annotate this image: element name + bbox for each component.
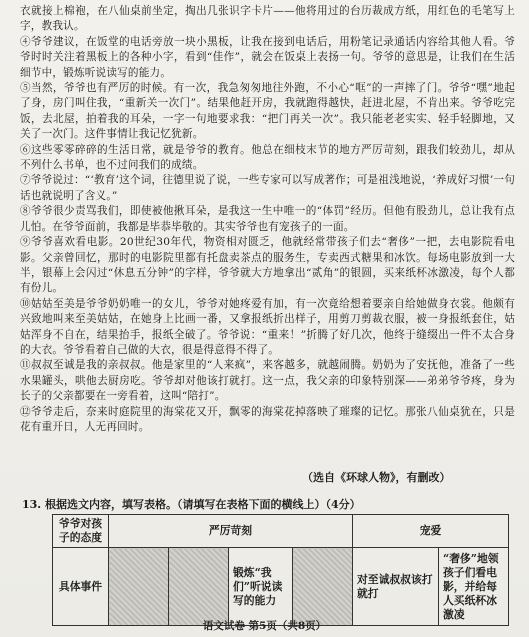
header-attitude-label: 爷爷对孩子的态度 bbox=[53, 515, 109, 548]
answer-table bbox=[52, 514, 509, 626]
passage-paragraph-11: ⑪叔叔至诚是我的亲叔叔。他是家里的“人来疯”，来客越多，就越闹腾。奶奶为了安抚他，准备了一些水果罐头，哄他去厨房吃。爷爷却对他该打就打。这一点，我父亲的印象特别深——弟弟爷爷疼，身为长子的父亲都要在一旁看着，这叫“陪打”。 bbox=[20, 359, 515, 403]
event-movie-icecream: “奢侈”地领孩子们看电影，并给每人买纸杯冰激凌 bbox=[439, 548, 509, 626]
passage-paragraph-10: ⑩姑姑至美是爷爷奶奶唯一的女儿，爷爷对她疼爱有加，有一次竟给想着要亲自给她做身衣裳。他颇有兴致地叫来至美姑姑，在她身上比画一番，又拿报纸折出样子，用剪刀剪裁衣服，被一身报纸套住，姑姑浑身不自在，结果抬手，报纸全破了。爷爷说：“重来！”折腾了好几次，他终于缝缀出一件不太合身的大衣。爷爷看着自己做的大衣，很是得意得不得了。 bbox=[20, 297, 515, 356]
passage-paragraph-12: ⑫爷爷走后，奈来时庭院里的海棠花又开，飘零的海棠花掉落映了璀璨的记忆。那张八仙桌犹在，只是花有重开日，人无再回时。 bbox=[20, 405, 515, 433]
source-citation: （选自《环球人物》，有删改） bbox=[302, 471, 451, 484]
passage-paragraph-1: 衣就接上棉袍，在八仙桌前坐定，掏出几张识字卡片——他将用过的台历裁成方纸，用红色的毛笔写上字，教我认。 bbox=[20, 5, 515, 33]
passage-paragraph-6: ⑥这些零零碎碎的生活日常，就是爷爷的教育。他总在细枝末节的地方严厉苛刻，跟我们较劲儿，却从不列什么书单，也不过问我们的成绩。 bbox=[20, 143, 515, 172]
passage-paragraph-9: ⑨爷爷喜欢看电影。20世纪30年代，物资相对匮乏，他就经常带孩子们去“奢侈”一把，去电影院看电影。父亲曾回忆，那时的电影院里都有托盘卖茶点的服务生，专卖西式糖果和冰饮。每场电影放到一大半，银幕上会闪过“休息五分钟”的字样，爷爷就大方地拿出“贰角”的银圆，买来纸杯冰激凌，每个人都有份儿。 bbox=[20, 236, 515, 295]
passage-paragraph-5: ⑤当然，爷爷也有严厉的时候。有一次，我急匆匆地往外跑，不小心“哐”的一声摔了门。爷爷“嘿”地起了身，房门叫住我，“重新关一次门”。结果他赶开房，我就跑得越快，赶进北屋，不肯出来。爷爷吃完饭，去北屋，拍着我的耳朵，一字一句地要求我：“把门再关一次”。我只能老老实实、轻手轻脚地，又关了一次门。这件事情让我记忆犹新。 bbox=[20, 82, 515, 141]
table-event-row bbox=[53, 548, 509, 626]
page-footer: 语文试卷 第5页（共8页） bbox=[202, 620, 327, 632]
answer-blank-2 bbox=[169, 548, 229, 626]
passage-paragraph-4: ④爷爷建议，在饭堂的电话旁放一块小黑板，让我在接到电话后，用粉笔记录通话内容给其他人看。爷爷时时关注着黑板上的各种小字，看到“佳作”，就会在饭桌上表扬一句。爷爷的意思是，让我们在生活细节中，锻炼听说读写的能力。 bbox=[20, 35, 515, 79]
header-love: 宠爱 bbox=[353, 515, 509, 548]
passage-paragraph-7: ⑦爷爷说过：“‘教育’这个词，往德里说了说，一些专家可以写成著作；可是祖浅地说，‘养成好习惯’一句话也就说明了含义。” bbox=[20, 174, 515, 202]
header-strict: 严厉苛刻 bbox=[109, 515, 353, 548]
table-header-row bbox=[53, 515, 509, 548]
event-discipline-zhicheng: 对至诚叔叔该打就打 bbox=[353, 548, 439, 626]
question-13: 13. 根据选文内容，填写表格。（请填写在表格下面的横线上）（4分） bbox=[22, 498, 361, 511]
event-reading-writing: 锻炼“我们”听说读写的能力 bbox=[229, 548, 293, 626]
passage-paragraph-8: ⑧爷爷很少责骂我们，即使被他揪耳朵，是我这一生中唯一的“体罚”经历。但他有股劲儿，总让我有点儿怕。在爷爷面前，我都是毕恭毕敬的。其实爷爷也有宠孩子的一面。 bbox=[20, 205, 515, 233]
row-label-events: 具体事件 bbox=[53, 548, 109, 626]
passage-text bbox=[20, 4, 515, 435]
answer-blank-1 bbox=[109, 548, 169, 626]
answer-blank-3 bbox=[293, 548, 353, 626]
